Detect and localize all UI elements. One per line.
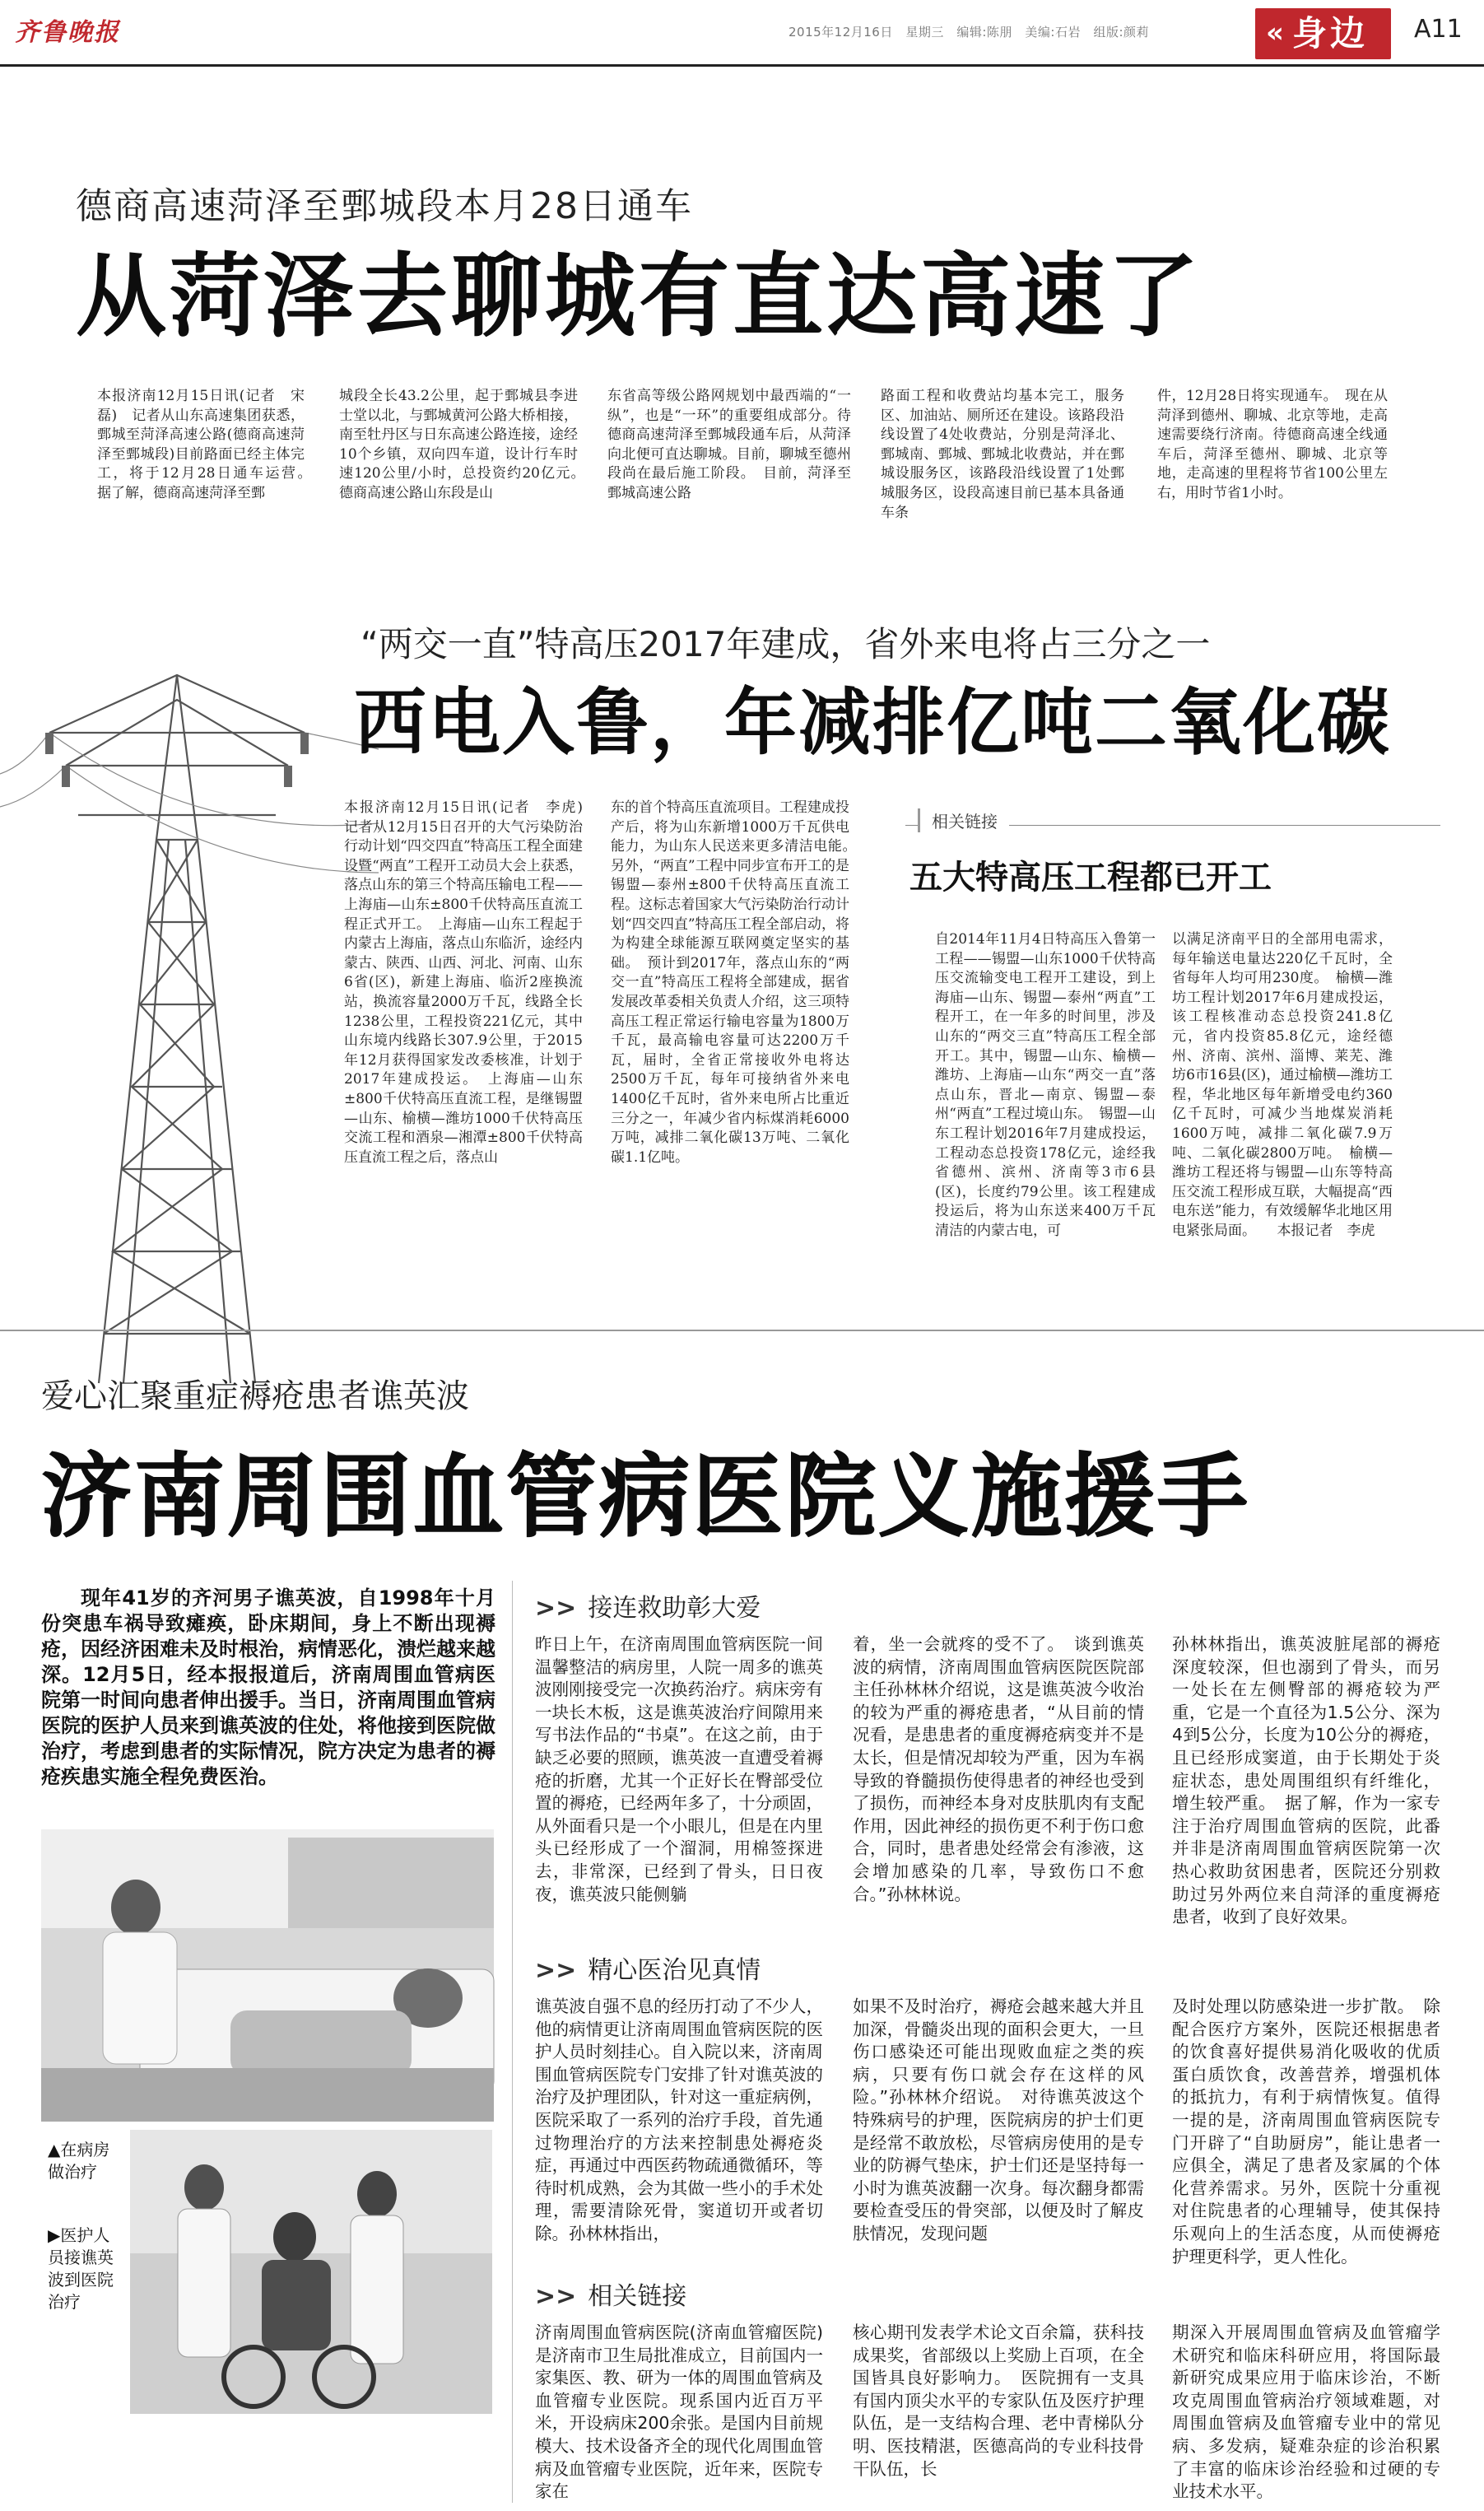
section-heading-1: >> 接连救助彰大爱 bbox=[535, 1594, 761, 1623]
double-chevron-icon: >> bbox=[535, 1594, 577, 1623]
story2-column-2: 东的首个特高压直流项目。工程建成投产后，将为山东新增1000万千瓦供电能力，为山东人民送来更多清洁电能。 另外，“两直”工程中同步宣布开工的是锡盟—泰州±800千伏特高压直流工程。这标志着国家大气污染防治行动计划“四交四直”特高压工程全部启动，将为构建全球能源互联网奠定坚实的基础。 预计到2017年，落点山东的“两交一直”特高压工程将全部建成，据省发展改革委相关负责人介绍，这三项特高压工程正常运行输电容量为1800万千瓦，最高输电容量可达2200万千瓦，届时，全省正常接收外电将达2500万千瓦，每年可接纳省外来电1400亿千瓦时，省外来电所占比重近三分之一，年减少省内标煤消耗6000万吨，减排二氧化碳13万吨、二氧化碳1.1亿吨。 bbox=[611, 799, 863, 1166]
section-name: 身边 bbox=[1292, 13, 1369, 54]
section2-column-2: 如果不及时治疗，褥疮会越来越大并且加深，骨髓炎出现的面积会更大，一旦伤口感染还可能出现败血症之类的疾病，只要有伤口就会存在这样的风险。”孙林林介绍说。 对待谯英波这个特殊病号的护理，医院病房的护士们更是经常不敢放松，尽管病房使用的是专业的防褥气垫床，护士们还是坚持每一小时为谯英波翻一次身。每次翻身都需要检查受压的骨突部，以便及时了解皮肤情况，发现问题 bbox=[853, 1996, 1144, 2243]
column-divider bbox=[512, 1581, 513, 2503]
story2-column-1: 本报济南12月15日讯(记者 李虎) 记者从12月15日召开的大气污染防治行动计划“四交四直”特高压工程全面建设暨“两直”工程开工动员大会上获悉，落点山东的第三个特高压输电工程——上海庙—山东±800千伏特高压直流工程正式开工。 上海庙—山东工程起于内蒙古上海庙，落点山东临沂，途经内蒙古、陕西、山西、河北、河南、山东6省(区)，新建上海庙、临沂2座换流站，换流容量2000万千瓦，线路全长1238公里，工程投资221亿元，其中山东境内线路长307.9公里，于2015年12月获得国家发改委核准，计划于2017年建成投运。 上海庙—山东±800千伏特高压直流工程，是继锡盟—山东、榆横—潍坊1000千伏特高压交流工程和酒泉—湘潭±800千伏特高压直流工程之后，落点山 bbox=[344, 799, 597, 1166]
story1-column-1: 本报济南12月15日讯(记者 宋磊) 记者从山东高速集团获悉，鄄城至菏泽高速公路(德商高速菏泽至鄄城段)目前路面已经主体完工，将于12月28日通车运营。 据了解，德商高速菏泽至鄄 bbox=[97, 388, 319, 501]
related-title: 五大特高压工程都已开工 bbox=[909, 859, 1272, 897]
section2-column-1: 谯英波自强不息的经历打动了不少人，他的病情更让济南周围血管病医院的医护人员时刻挂心。自入院以来，济南周围血管病医院专门安排了针对谯英波的治疗及护理团队，针对这一重症病例，医院采取了一系列的治疗手段，首先通过物理治疗的方法来控制患处褥疮炎症，再通过中西医药物疏通微循环，等待时机成熟，会为其做一些小的手术处理，需要清除死骨，窦道切开或者切除。孙林林指出， bbox=[535, 1996, 823, 2243]
photo-caption-1: ▲在病房做治疗 bbox=[48, 2140, 110, 2182]
story3-headline: 济南周围血管病医院义施援手 bbox=[41, 1444, 1250, 1549]
story1-column-4: 路面工程和收费站均基本完工，服务区、加油站、厕所还在建设。该路段沿线设置了4处收费站，分别是菏泽北、鄄城南、鄄城、鄄城北收费站，并在鄄城设服务区，该路段沿线设置了1处鄄城服务区，设段高速目前已基本具备通车条 bbox=[881, 388, 1124, 521]
story1-headline: 从菏泽去聊城有直达高速了 bbox=[76, 244, 1202, 349]
header-rule bbox=[0, 64, 1484, 67]
photo-caption-2: ▶医护人员接谯英波到医院治疗 bbox=[48, 2225, 114, 2312]
story1-column-3: 东省高等级公路网规划中最西端的“一纵”，也是“一环”的重要组成部分。待德商高速菏泽至鄄城段通车后，从菏泽向北便可直达聊城。目前，聊城至德州段尚在最后施工阶段。 目前，菏泽至鄄城高速公路 bbox=[607, 388, 851, 501]
related-label: 相关链接 bbox=[918, 808, 1009, 832]
story1-column-2: 城段全长43.2公里，起于鄄城县李进士堂以北，与鄄城黄河公路大桥相接，南至牡丹区与日东高速公路连接，途经10个乡镇，双向四车道，设计行车时速120公里/小时，总投资约20亿元。 德商高速公路山东段是山 bbox=[339, 388, 592, 501]
story-divider bbox=[0, 1330, 1484, 1331]
section2-column-3: 及时处理以防感染进一步扩散。 除配合医疗方案外，医院还根据患者的饮食喜好提供易消化吸收的优质蛋白质饮食，改善营养，增强机体的抵抗力，有利于病情恢复。值得一提的是，济南周围血管病医院专门开辟了“自助厨房”，能让患者一应俱全，满足了患者及家属的个体化营养需求。另外，医院十分重视对住院患者的心理辅导，使其保持乐观向上的生活态度，从而使褥疮护理更科学，更人性化。 bbox=[1172, 1996, 1440, 2266]
story1-kicker: 德商高速菏泽至鄄城段本月28日通车 bbox=[76, 185, 693, 227]
related-column-1: 自2014年11月4日特高压入鲁第一工程——锡盟—山东1000千伏特高压交流输变电工程开工建设，到上海庙—山东、锡盟—泰州“两直”工程开工，在一年多的时间里，涉及山东的“两交三直”特高压工程全部开工。其中，锡盟—山东、榆横—潍坊、上海庙—山东“两交一直”落点山东，晋北—南京、锡盟—泰州“两直”工程过境山东。 锡盟—山东工程计划2016年7月建成投运，工程动态总投资178亿元，途经我省德州、滨州、济南等3市6县(区)，长度约79公里。该工程建成投运后，将为山东送来400万千瓦清洁的内蒙古电，可 bbox=[935, 931, 1156, 1239]
issue-meta: 2015年12月16日 星期三 编辑:陈朋 美编:石岩 组版:颜莉 bbox=[789, 25, 1150, 40]
related-column-2: 以满足济南平日的全部用电需求，每年输送电量达220亿千瓦时，全省每年人均可用230度。 榆横—潍坊工程计划2017年6月建成投运，该工程核准动态总投资241.8亿元，省内投资85.8亿元，途经德州、济南、滨州、淄博、莱芜、潍坊6市16县(区)，通过榆横—潍坊工程，华北地区每年新增受电约360亿千瓦时，可减少当地煤炭消耗1600万吨，减排二氧化碳7.9万吨、二氧化碳2800万吨。 榆横—潍坊工程还将与锡盟—山东等特高压交流工程形成互联，大幅提高“西电东送”能力，有效缓解华北地区用电紧张局面。 本报记者 李虎 bbox=[1172, 931, 1393, 1239]
section-heading-2: >> 精心医治见真情 bbox=[535, 1956, 761, 1985]
story1-column-5: 件，12月28日将实现通车。 现在从菏泽到德州、聊城、北京等地，走高速需要绕行济南。待德商高速全线通车后，菏泽至德州、聊城、北京等地，走高速的里程将节省100公里左右，用时节省1小时。 bbox=[1157, 388, 1388, 501]
story3-lead: 现年41岁的齐河男子谯英波，自1998年十月份突患车祸导致瘫痪，卧床期间，身上不断出现褥疮，因经济困难未及时根治，病情恶化，溃烂越来越深。12月5日，经本报报道后，济南周围血管病医院第一时间向患者伸出援手。当日，济南周围血管病医院的医护人员来到谯英波的住处，将他接到医院做治疗，考虑到患者的实际情况，院方决定为患者的褥疮疾患实施全程免费医治。 bbox=[41, 1586, 495, 1788]
story2-headline: 西电入鲁，年减排亿吨二氧化碳 bbox=[354, 680, 1392, 765]
double-chevron-icon: >> bbox=[535, 1956, 577, 1985]
ward-treatment-photo bbox=[41, 1829, 494, 2122]
section-heading-3: >> 相关链接 bbox=[535, 2282, 687, 2311]
story3-kicker: 爱心汇聚重症褥疮患者谯英波 bbox=[41, 1377, 469, 1415]
double-chevron-icon: >> bbox=[535, 2282, 577, 2311]
hospital-transfer-photo bbox=[130, 2130, 492, 2414]
section1-column-2: 着，坐一会就疼的受不了。 谈到谯英波的病情，济南周围血管病医院医院部主任孙林林介绍说，这是谯英波今收治的较为严重的褥疮患者，“从目前的情况看，是患患者的重度褥疮病变并不是太长，但是情况却较为严重，因为车祸导致的脊髓损伤使得患者的神经也受到了损伤，而神经本身对皮肤肌肉有支配作用，因此神经的损伤更不利于伤口愈合，同时，患者患处经常会有渗液，这会增加感染的几率，导致伤口不愈合。”孙林林说。 bbox=[853, 1634, 1144, 1904]
section3-column-1: 济南周围血管病医院(济南血管瘤医院)是济南市卫生局批准成立，目前国内一家集医、教、研为一体的周围血管病及血管瘤专业医院。现系国内近百万平米，开设病床200余张。是国内目前规模大、技术设备齐全的现代化周围血管病及血管瘤专业医院，近年来，医院专家在 bbox=[535, 2322, 823, 2502]
section1-column-1: 昨日上午，在济南周围血管病医院一间温馨整洁的病房里，人院一周多的谯英波刚刚接受完一次换药治疗。病床旁有一块长木板，这是谯英波治疗间隙用来写书法作品的“书桌”。在这之前，由于缺乏必要的照顾，谯英波一直遭受着褥疮的折磨，尤其一个正好长在臀部受位置的褥疮，已经两年多了，十分顽固，从外面看只是一个小眼儿，但是在内里头已经形成了一个溜洞，用棉签探进去，非常深，已经到了骨头，日日夜夜，谯英波只能侧躺 bbox=[535, 1634, 823, 1904]
section3-column-2: 核心期刊发表学术论文百余篇，获科技成果奖，省部级以上奖励上百项，在全国皆具良好影响力。 医院拥有一支具有国内顶尖水平的专家队伍及医疗护理队伍，是一支结构合理、老中青梯队分明、医技精湛，医德高尚的专业科技骨干队伍，长 bbox=[853, 2322, 1144, 2479]
story2-kicker: “两交一直”特高压2017年建成，省外来电将占三分之一 bbox=[361, 624, 1211, 664]
masthead-logo: 齐鲁晚报 bbox=[15, 18, 120, 47]
power-tower-photo bbox=[0, 576, 379, 1400]
page-number: A11 bbox=[1414, 15, 1463, 44]
section1-column-3: 孙林林指出，谯英波脏尾部的褥疮深度较深，但也溺到了骨头，而另一处长在左侧臀部的褥疮较为严重，它是一个直径为1.5公分、深为4到5公分，长度为10公分的褥疮，且已经形成窦道，由于长期处于炎症状态，患处周围组织有纤维化，增生较严重。 据了解，作为一家专注于治疗周围血管病的医院，此番并非是济南周围血管病医院第一次热心救助贫困患者，医院还分别救助过另外两位来自菏泽的重度褥疮患者，收到了良好效果。 bbox=[1172, 1634, 1440, 1927]
section3-column-3: 期深入开展周围血管病及血管瘤学术研究和临床科研应用，将国际最新研究成果应用于临床诊治，不断攻克周围血管病治疗领域难题，对周围血管病及血管瘤专业中的常见病、多发病，疑难杂症的诊治积累了丰富的临床诊治经验和过硬的专业技术水平。 bbox=[1172, 2322, 1440, 2502]
chevron-left-icon: « bbox=[1266, 16, 1284, 49]
